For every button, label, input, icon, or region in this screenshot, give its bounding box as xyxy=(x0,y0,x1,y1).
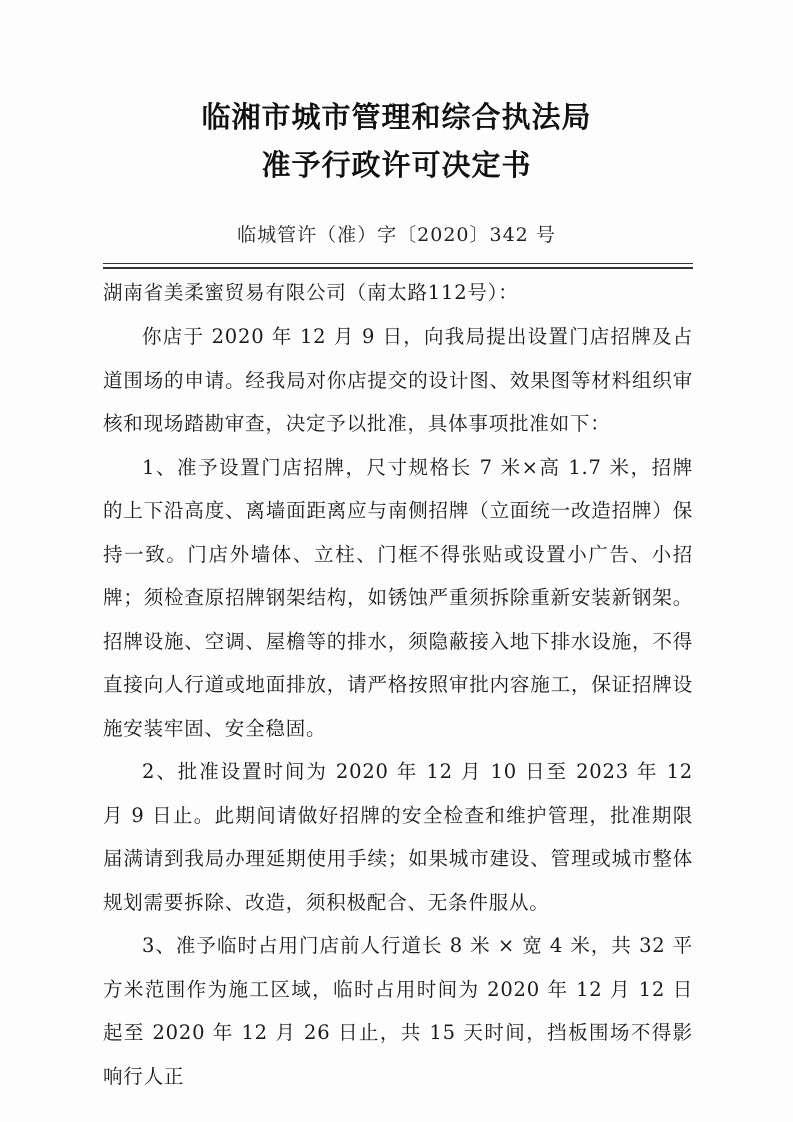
body-paragraph-item-2: 2、批准设置时间为 2020 年 12 月 10 日至 2023 年 12 月 9 日止。此期间请做好招牌的安全检查和维护管理，批准期限届满请到我局办理延期使用手续；如果城市建设、管理或城市整体规划需要拆除、改造，须积极配合、无条件服从。 xyxy=(103,760,693,914)
body-paragraph-item-3: 3、准予临时占用门店前人行道长 8 米 × 宽 4 米，共 32 平方米范围作为施工区域，临时占用时间为 2020 年 12 月 12 日起至 2020 年 12 月 26 日止，共 15 天时间，挡板围场不得影响行人正 xyxy=(103,934,693,1088)
header-divider-thick xyxy=(103,267,693,269)
document-title-line1: 临湘市城市管理和综合执法局 xyxy=(201,100,592,134)
document-number: 临城管许（准）字〔2020〕342 号 xyxy=(237,224,556,246)
body-paragraph-item-1: 1、准予设置门店招牌，尺寸规格长 7 米×高 1.7 米，招牌的上下沿高度、离墙面距离应与南侧招牌（立面统一改造招牌）保持一致。门店外墙体、立柱、门框不得张贴或设置小广告、小招牌；须检查原招牌钢架结构，如锈蚀严重须拆除重新安装新钢架。招牌设施、空调、屋檐等的排水，须隐蔽接入地下排水设施，不得直接向人行道或地面排放，请严格按照审批内容施工，保证招牌设施安装牢固、安全稳固。 xyxy=(103,455,693,740)
header-divider-thin xyxy=(103,263,693,264)
document-title-line2: 准予行政许可决定书 xyxy=(261,148,532,182)
body-paragraph-intro: 你店于 2020 年 12 月 9 日，向我局提出设置门店招牌及占道围场的申请。经我局对你店提交的设计图、效果图等材料组织审核和现场踏勘审查，决定予以批准，具体事项批准如下： xyxy=(103,325,693,435)
document-body xyxy=(103,315,693,1098)
addressee: 湖南省美柔蜜贸易有限公司（南太路112号）： xyxy=(103,281,519,304)
